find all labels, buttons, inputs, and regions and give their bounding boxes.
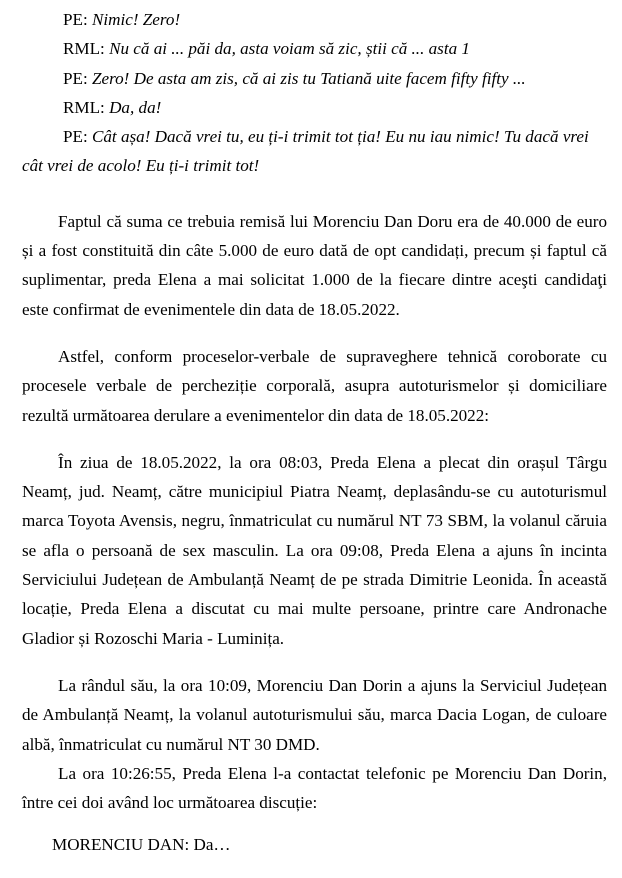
body-paragraph: În ziua de 18.05.2022, la ora 08:03, Preda Elena a plecat din orașul Târgu Neamț, jud. Neamț, către municipiul Piatra Neamț, deplasându-se cu autoturismul marca Toyota Avensis, negru, înmatriculat cu numărul NT 73 SBM, la volanul căruia se afla o persoană de sex masculin. La ora 09:08, Preda Elena a ajuns în incinta Serviciului Județean de Ambulanță Neamț de pe strada Dimitrie Leonida. În această locație, Preda Elena a discutat cu mai multe persoane, printre care Andronache Gladior și Rozoschi Maria - Luminița.: [22, 452, 607, 648]
paragraph-spacer: [22, 430, 607, 448]
paragraph-spacer: [22, 324, 607, 342]
dialogue-speaker: PE:: [63, 68, 88, 88]
transcript-block-bottom: [22, 830, 607, 859]
transcript-block-top: [22, 5, 607, 181]
dialogue-speaker: RML:: [63, 97, 105, 117]
dialogue-line: [22, 64, 607, 93]
body-paragraph: Astfel, conform proceselor-verbale de supraveghere tehnică coroborate cu procesele verbale de percheziție corporală, asupra autoturismelor și domiciliare rezultă următoarea derulare a evenimentelor din data de 18.05.2022:: [22, 346, 607, 425]
body-paragraph: La ora 10:26:55, Preda Elena l-a contactat telefonic pe Morenciu Dan Dorin, între cei doi având loc următoarea discuție:: [22, 763, 607, 813]
dialogue-line: MORENCIU DAN: Da…: [52, 835, 231, 855]
document-body: [22, 0, 607, 860]
dialogue-speech: Nimic! Zero!: [91, 10, 181, 29]
dialogue-speech: Da, da!: [109, 97, 162, 117]
dialogue-speech: Cât așa! Dacă vrei tu, eu ți-i trimit tot ția! Eu nu iau nimic! Tu dacă vrei cât vrei de acolo! Eu ți-i trimit tot!: [22, 127, 589, 176]
dialogue-speaker: PE:: [63, 127, 88, 147]
body-paragraph: Faptul că suma ce trebuia remisă lui Morenciu Dan Doru era de 40.000 de euro și a fost constituită din câte 5.000 de euro dată de opt candidați, precum și faptul că suplimentar, preda Elena a mai solicitat 1.000 de la fiecare dintre aceşti candidaţi este confirmat de evenimentele din data de 18.05.2022.: [22, 211, 607, 319]
paragraph-spacer: [22, 181, 607, 207]
dialogue-line: [22, 5, 607, 34]
dialogue-speech: Nu că ai ... păi da, asta voiam să zic, știi că ... asta 1: [109, 39, 470, 59]
dialogue-line: [22, 122, 607, 181]
dialogue-line: [22, 93, 607, 122]
dialogue-speaker: RML:: [63, 39, 105, 59]
body-paragraph: La rândul său, la ora 10:09, Morenciu Dan Dorin a ajuns la Serviciul Județean de Ambulanță Neamț, la volanul autoturismului său, marca Dacia Logan, de culoare albă, înmatriculat cu numărul NT 30 DMD.: [22, 675, 607, 754]
dialogue-speaker: PE:: [63, 10, 88, 29]
dialogue-speech: Zero! De asta am zis, că ai zis tu Tatiană uite facem fifty fifty ...: [91, 68, 526, 88]
dialogue-line: [22, 34, 607, 63]
paragraph-spacer: [22, 817, 607, 830]
paragraph-spacer: [22, 653, 607, 671]
